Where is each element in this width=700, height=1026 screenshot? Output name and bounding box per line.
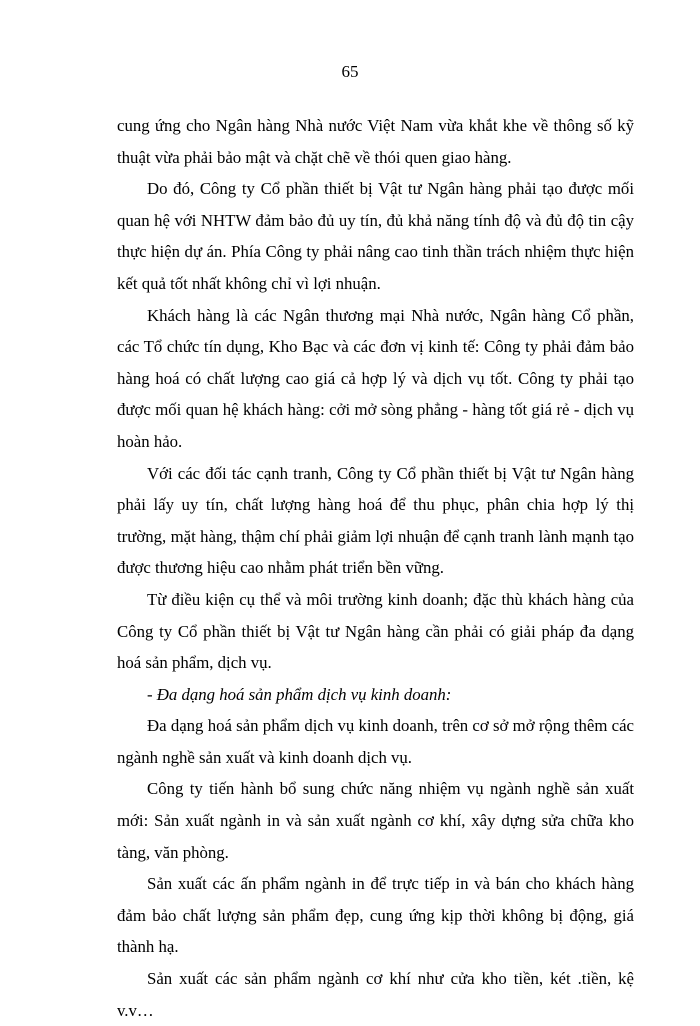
- document-body: [117, 110, 634, 1026]
- paragraph-diversification: Đa dạng hoá sản phẩm dịch vụ kinh doanh, trên cơ sở mở rộng thêm các ngành nghề sản xuất và kinh doanh dịch vụ.: [117, 716, 634, 767]
- paragraph-mechanical: Sản xuất các sản phẩm ngành cơ khí như cửa kho tiền, két .tiền, kệ v.v…: [117, 969, 634, 1020]
- section-heading-diversification: - Đa dạng hoá sản phẩm dịch vụ kinh doanh:: [147, 684, 452, 704]
- paragraph-relationship-nhtw: Do đó, Công ty Cổ phần thiết bị Vật tư Ngân hàng phải tạo được mối quan hệ với NHTW đảm bảo đủ uy tín, đủ khả năng tính độ và đủ độ tin cậy thực hiện dự án. Phía Công ty phải nâng cao tinh thần trách nhiệm thực hiện kết quả tốt nhất không chỉ vì lợi nhuận.: [117, 179, 634, 293]
- paragraph-continuation: cung ứng cho Ngân hàng Nhà nước Việt Nam vừa khắt khe về thông số kỹ thuật vừa phải bảo mật và chặt chẽ về thói quen giao hàng.: [117, 116, 634, 167]
- paragraph-new-functions: Công ty tiến hành bổ sung chức năng nhiệm vụ ngành nghề sản xuất mới: Sản xuất ngành in và sản xuất ngành cơ khí, xây dựng sửa chữa kho tàng, văn phòng.: [117, 779, 634, 862]
- paragraph-conditions: Từ điều kiện cụ thể và môi trường kinh doanh; đặc thù khách hàng của Công ty Cổ phần thiết bị Vật tư Ngân hàng cần phải có giải pháp đa dạng hoá sản phẩm, dịch vụ.: [117, 589, 634, 673]
- paragraph-printing: Sản xuất các ấn phẩm ngành in để trực tiếp in và bán cho khách hàng đảm bảo chất lượng sản phẩm đẹp, cung ứng kịp thời không bị động, giá thành hạ.: [117, 874, 634, 957]
- paragraph-customers: Khách hàng là các Ngân thương mại Nhà nước, Ngân hàng Cổ phần, các Tổ chức tín dụng, Kho Bạc và các đơn vị kinh tế: Công ty phải đảm bảo hàng hoá có chất lượng cao giá cả hợp lý và dịch vụ tốt. Công ty phải tạo được mối quan hệ khách hàng: cởi mở sòng phẳng - hàng tốt giá rẻ - dịch vụ hoàn hảo.: [117, 305, 634, 451]
- page-number: 65: [341, 62, 359, 81]
- paragraph-competitors: Với các đối tác cạnh tranh, Công ty Cổ phần thiết bị Vật tư Ngân hàng phải lấy uy tín, chất lượng hàng hoá để thu phục, phân chia hợp lý thị trường, mặt hàng, thậm chí phải giảm lợi nhuận để cạnh tranh lành mạnh tạo được thương hiệu cao nhằm phát triển bền vững.: [117, 463, 634, 578]
